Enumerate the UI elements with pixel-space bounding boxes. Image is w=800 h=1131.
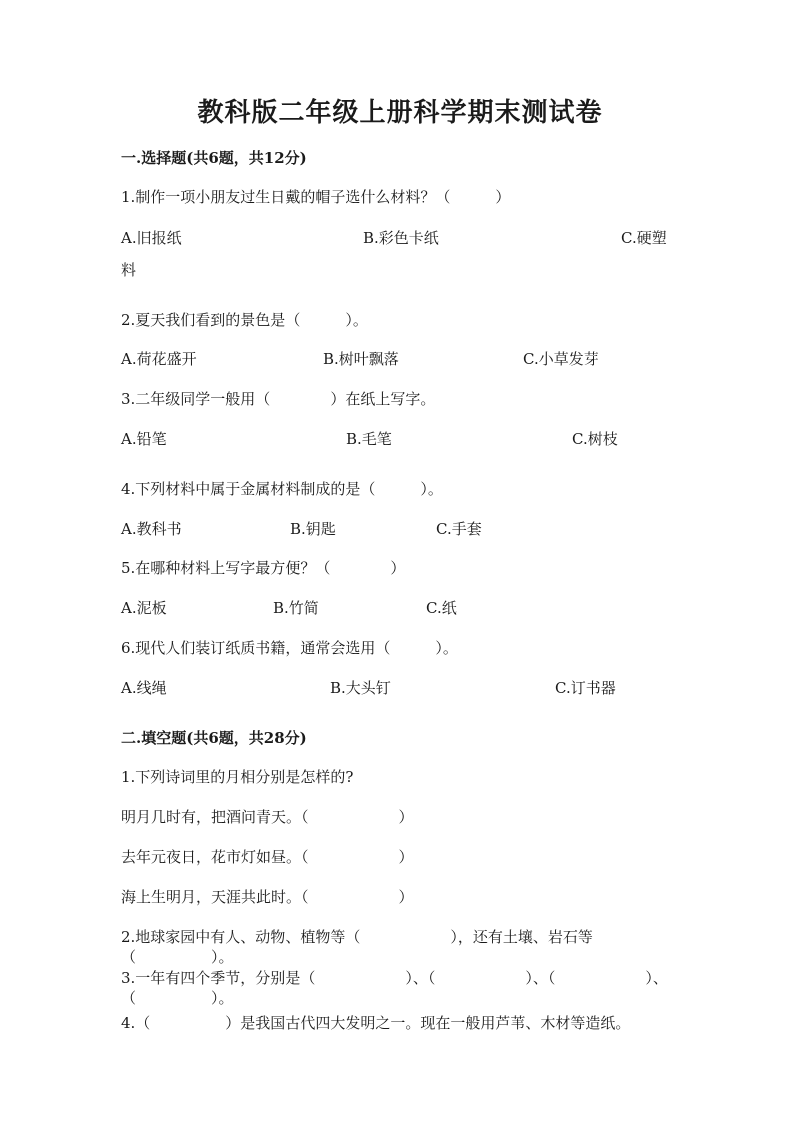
question-5-option-c: C.纸 xyxy=(426,599,457,617)
question-2-option-b: B.树叶飘落 xyxy=(323,350,399,368)
fill-line: 3.一年有四个季节，分别是（ ）、（ ）、（ ）、 xyxy=(121,969,668,987)
question-4-stem: 4.下列材料中属于金属材料制成的是（ ）。 xyxy=(121,480,443,498)
question-1-stem: 1.制作一项小朋友过生日戴的帽子选什么材料？（ ） xyxy=(121,188,511,206)
fill-line: （ ）。 xyxy=(121,989,234,1007)
question-6-option-b: B.大头钉 xyxy=(330,679,391,697)
question-4-option-a: A.教科书 xyxy=(121,520,182,538)
question-4-option-b: B.钥匙 xyxy=(290,520,336,538)
fill-line: （ ）。 xyxy=(121,948,234,966)
question-3-stem: 3.二年级同学一般用（ ）在纸上写字。 xyxy=(121,390,436,408)
question-5-option-b: B.竹简 xyxy=(273,599,319,617)
question-1-option-c: C.硬塑 xyxy=(621,229,667,247)
fill-line: 1.下列诗词里的月相分别是怎样的? xyxy=(121,768,354,786)
question-2-option-a: A.荷花盛开 xyxy=(121,350,197,368)
question-5-stem: 5.在哪种材料上写字最方便？（ ） xyxy=(121,559,406,577)
question-3-option-c: C.树枝 xyxy=(572,430,618,448)
question-1-option-c-wrap: 料 xyxy=(121,261,137,279)
fill-line: 海上生明月，天涯共此时。（ ） xyxy=(121,888,414,906)
question-6-stem: 6.现代人们装订纸质书籍，通常会选用（ ）。 xyxy=(121,639,458,657)
question-6-option-c: C.订书器 xyxy=(555,679,616,697)
fill-line: 4.（ ）是我国古代四大发明之一。现在一般用芦苇、木材等造纸。 xyxy=(121,1014,631,1032)
question-2-stem: 2.夏天我们看到的景色是（ ）。 xyxy=(121,311,368,329)
question-6-option-a: A.线绳 xyxy=(121,679,167,697)
question-2-option-c: C.小草发芽 xyxy=(523,350,599,368)
question-3-option-a: A.铅笔 xyxy=(121,430,167,448)
fill-line: 去年元夜日，花市灯如昼。（ ） xyxy=(121,848,414,866)
fill-line: 2.地球家园中有人、动物、植物等（ ），还有土壤、岩石等 xyxy=(121,928,593,946)
question-4-option-c: C.手套 xyxy=(436,520,482,538)
question-1-option-a: A.旧报纸 xyxy=(121,229,182,247)
page-title: 教科版二年级上册科学期末测试卷 xyxy=(197,98,603,128)
question-5-option-a: A.泥板 xyxy=(121,599,167,617)
section-heading-fill: 二.填空题(共6题，共28分) xyxy=(121,729,307,747)
question-1-option-b: B.彩色卡纸 xyxy=(363,229,439,247)
question-3-option-b: B.毛笔 xyxy=(346,430,392,448)
fill-line: 明月几时有，把酒问青天。（ ） xyxy=(121,808,414,826)
section-heading-choice: 一.选择题(共6题，共12分) xyxy=(121,149,307,167)
